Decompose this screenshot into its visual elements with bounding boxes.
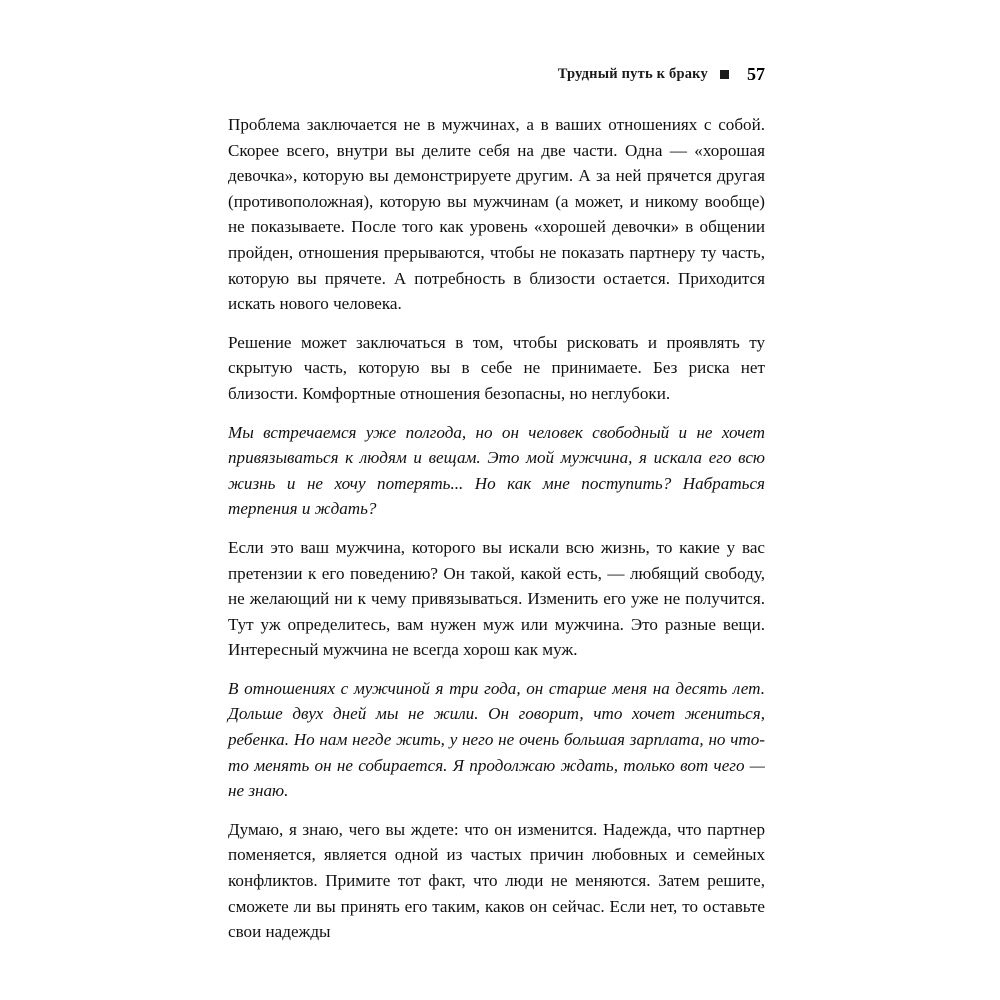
running-head xyxy=(228,60,765,88)
square-bullet-icon xyxy=(720,70,729,79)
body-paragraph: Проблема заключается не в мужчинах, а в ваших отношениях с собой. Скорее всего, внутри вы делите себя на две части. Одна — «хорошая девочка», которую вы демонстрируете другим. А за ней прячется другая (противоположная), которую вы мужчинам (а может, и никому вообще) не показываете. После того как уровень «хорошей девочки» в общении пройден, отношения прерываются, чтобы не показать партнеру ту часть, которую вы прячете. А потребность в близости остается. Приходится искать нового человека. xyxy=(228,115,765,314)
reader-letter-paragraph: В отношениях с мужчиной я три года, он старше меня на десять лет. Дольше двух дней мы не жили. Он говорит, что хочет жениться, ребенка. Но нам негде жить, у него не очень большая зарплата, но что-то менять он не собирается. Я продолжаю ждать, только вот чего — не знаю. xyxy=(228,678,765,801)
body-paragraph: Если это ваш мужчина, которого вы искали всю жизнь, то какие у вас претензии к его поведению? Он такой, какой есть, — любящий свободу, не желающий ни к чему привязываться. Изменить его уже не получится. Тут уж определитесь, вам нужен муж или мужчина. Это разные вещи. Интересный мужчина не всегда хорош как муж. xyxy=(228,537,765,660)
page-content xyxy=(228,60,765,945)
body-paragraph: Решение может заключаться в том, чтобы рисковать и проявлять ту скрытую часть, которую вы в себе не принимаете. Без риска нет близости. Комфортные отношения безопасны, но неглубоки. xyxy=(228,332,765,403)
body-paragraph: Думаю, я знаю, чего вы ждете: что он изменится. Надежда, что партнер поменяется, является одной из частых причин любовных и семейных конфликтов. Примите тот факт, что люди не меняются. Затем решите, сможете ли вы принять его таким, каков он сейчас. Если нет, то оставьте свои надежды xyxy=(228,819,765,942)
reader-letter-paragraph: Мы встречаемся уже полгода, но он человек свободный и не хочет привязываться к людям и вещам. Это мой мужчина, я искала его всю жизнь и не хочу потерять... Но как мне поступить? Набраться терпения и ждать? xyxy=(228,422,765,519)
running-head-title: Трудный путь к браку xyxy=(557,65,708,82)
page-number: 57 xyxy=(747,63,765,84)
